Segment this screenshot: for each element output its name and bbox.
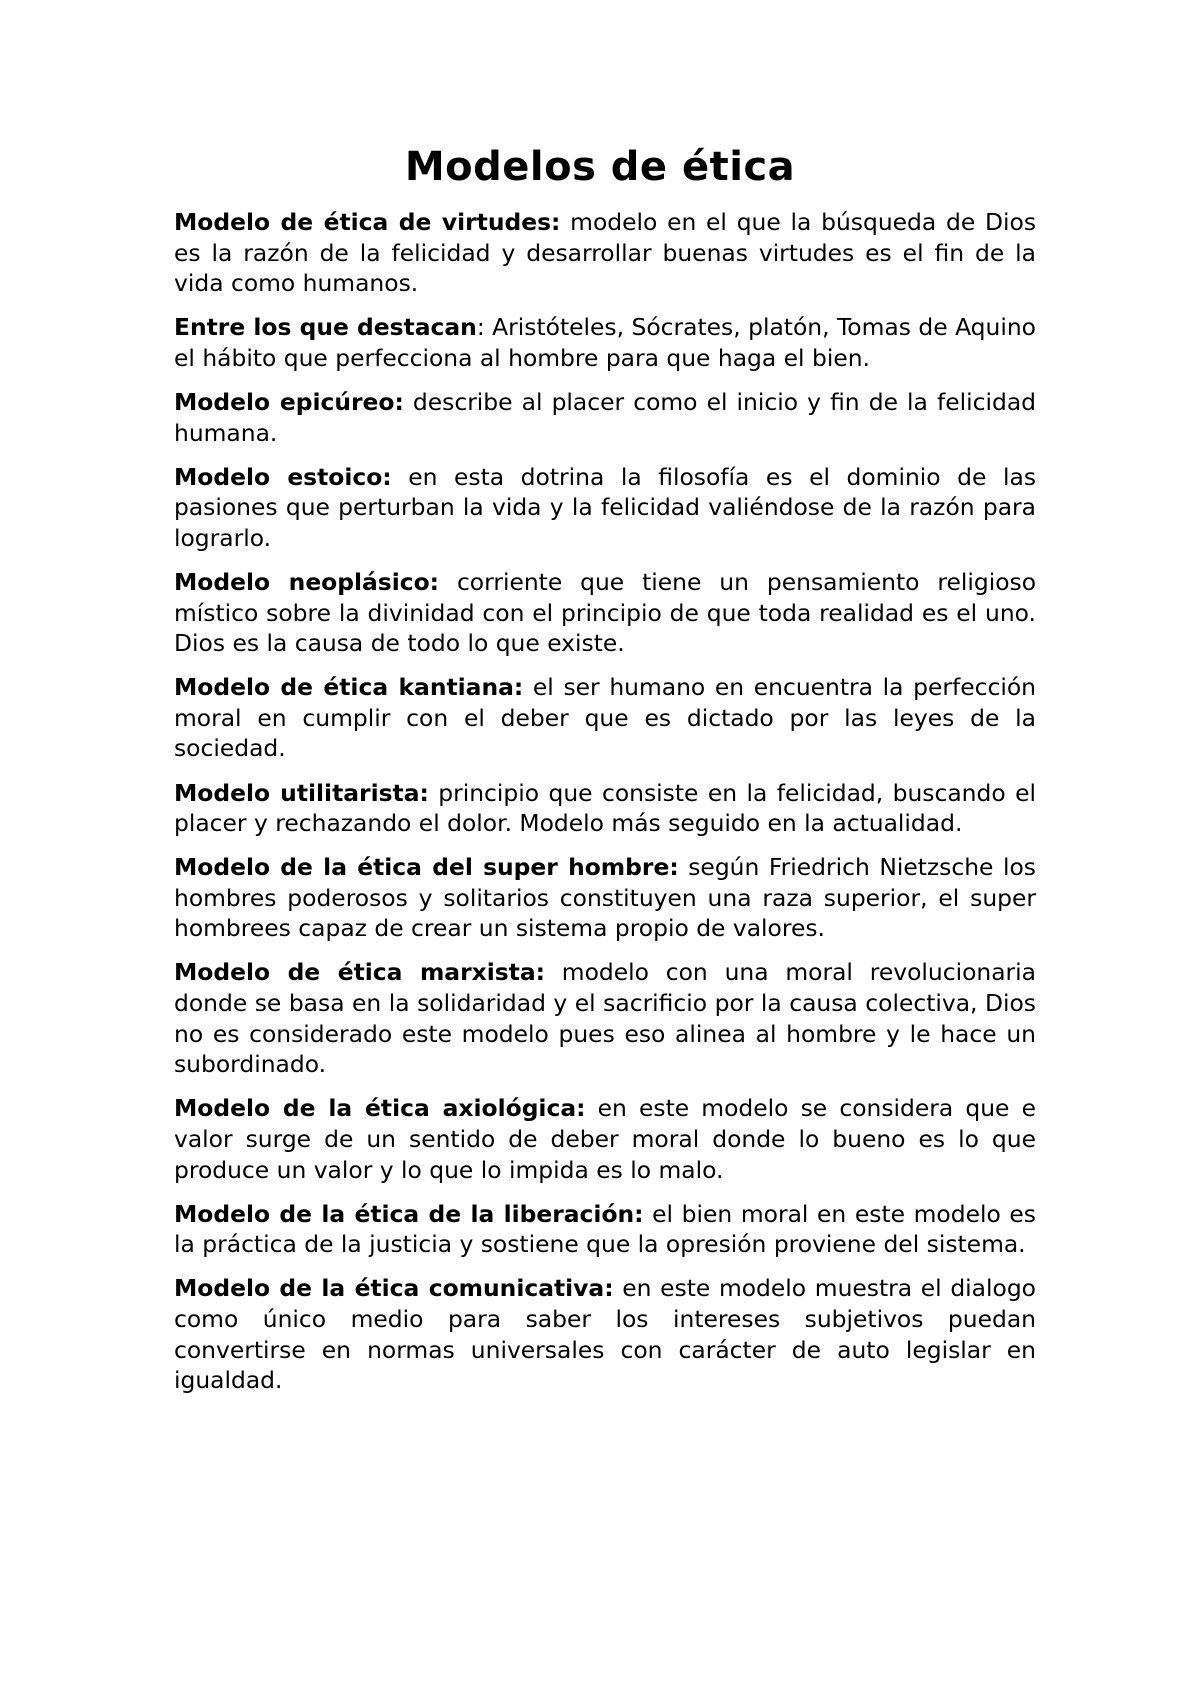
paragraph-term: Modelo de la ética axiológica: <box>174 1094 586 1123</box>
paragraph-term: Modelo de ética kantiana: <box>174 673 524 702</box>
paragraph-text: : Aristóteles, Sócrates, platón, Tomas de Aquino el hábito que perfecciona al hombre para que haga el bien. <box>174 313 1036 372</box>
paragraph-liberacion <box>174 1199 1036 1260</box>
paragraph-text: el bien moral en este modelo es la práctica de la justicia y sostiene que la opresión proviene del sistema. <box>174 1199 1036 1259</box>
paragraph-term: Modelo epicúreo: <box>174 387 404 416</box>
paragraph-term: Entre los que destacan <box>174 313 477 342</box>
paragraph-destacan <box>174 312 1036 373</box>
paragraph-term: Modelo de ética de virtudes: <box>174 208 561 236</box>
paragraph-text: en esta dotrina la filosofía es el dominio de las pasiones que perturban la vida y la felicidad valiéndose de la razón para lograrlo. <box>174 462 1036 552</box>
paragraph-text: principio que consiste en la felicidad, buscando el placer y rechazando el dolor. Modelo más seguido en la actualidad. <box>174 778 1036 838</box>
paragraph-etica-virtudes <box>174 207 1036 299</box>
paragraph-term: Modelo de la ética del super hombre: <box>174 853 679 882</box>
paragraph-epicureo <box>174 387 1036 448</box>
paragraph-text: describe al placer como el inicio y fin de la felicidad humana. <box>174 387 1036 447</box>
paragraph-neoplasico <box>174 567 1036 659</box>
document-body <box>174 207 1036 1409</box>
paragraph-marxista <box>174 957 1036 1079</box>
paragraph-term: Modelo utilitarista: <box>174 778 429 807</box>
paragraph-text: el ser humano en encuentra la perfección moral en cumplir con el deber que es dictado por las leyes de la sociedad. <box>174 673 1037 763</box>
paragraph-kantiana <box>174 672 1036 764</box>
paragraph-utilitarista <box>174 778 1036 839</box>
paragraph-axiologica <box>174 1093 1036 1185</box>
paragraph-text: corriente que tiene un pensamiento religioso místico sobre la divinidad con el principio de que toda realidad es el uno. Dios es la causa de todo lo que existe. <box>174 567 1037 658</box>
paragraph-text: en este modelo muestra el dialogo como único medio para saber los intereses subjetivos puedan convertirse en normas universales con carácter de auto legislar en igualdad. <box>174 1274 1036 1395</box>
paragraph-comunicativa <box>174 1273 1036 1395</box>
paragraph-term: Modelo de la ética de la liberación: <box>174 1199 644 1228</box>
paragraph-estoico <box>174 462 1036 554</box>
paragraph-text: modelo con una moral revolucionaria donde se basa en la solidaridad y el sacrificio por la causa colectiva, Dios no es considerado este modelo pues eso alinea al hombre y le hace un subordinado. <box>174 958 1036 1079</box>
paragraph-term: Modelo estoico: <box>174 462 392 491</box>
document-title: Modelos de ética <box>404 144 796 190</box>
paragraph-term: Modelo de ética marxista: <box>174 958 545 987</box>
paragraph-term: Modelo neoplásico: <box>174 567 440 596</box>
paragraph-term: Modelo de la ética comunicativa: <box>174 1274 614 1303</box>
paragraph-text: modelo en el que la búsqueda de Dios es la razón de la felicidad y desarrollar buenas virtudes es el fin de la vida como humanos. <box>174 208 1036 298</box>
paragraph-text: en este modelo se considera que e valor surge de un sentido de deber moral donde lo bueno es lo que produce un valor y lo que lo impida es lo malo. <box>174 1094 1037 1184</box>
paragraph-super-hombre <box>174 852 1036 944</box>
paragraph-text: según Friedrich Nietzsche los hombres poderosos y solitarios constituyen una raza superior, el super hombrees capaz de crear un sistema propio de valores. <box>174 853 1036 943</box>
